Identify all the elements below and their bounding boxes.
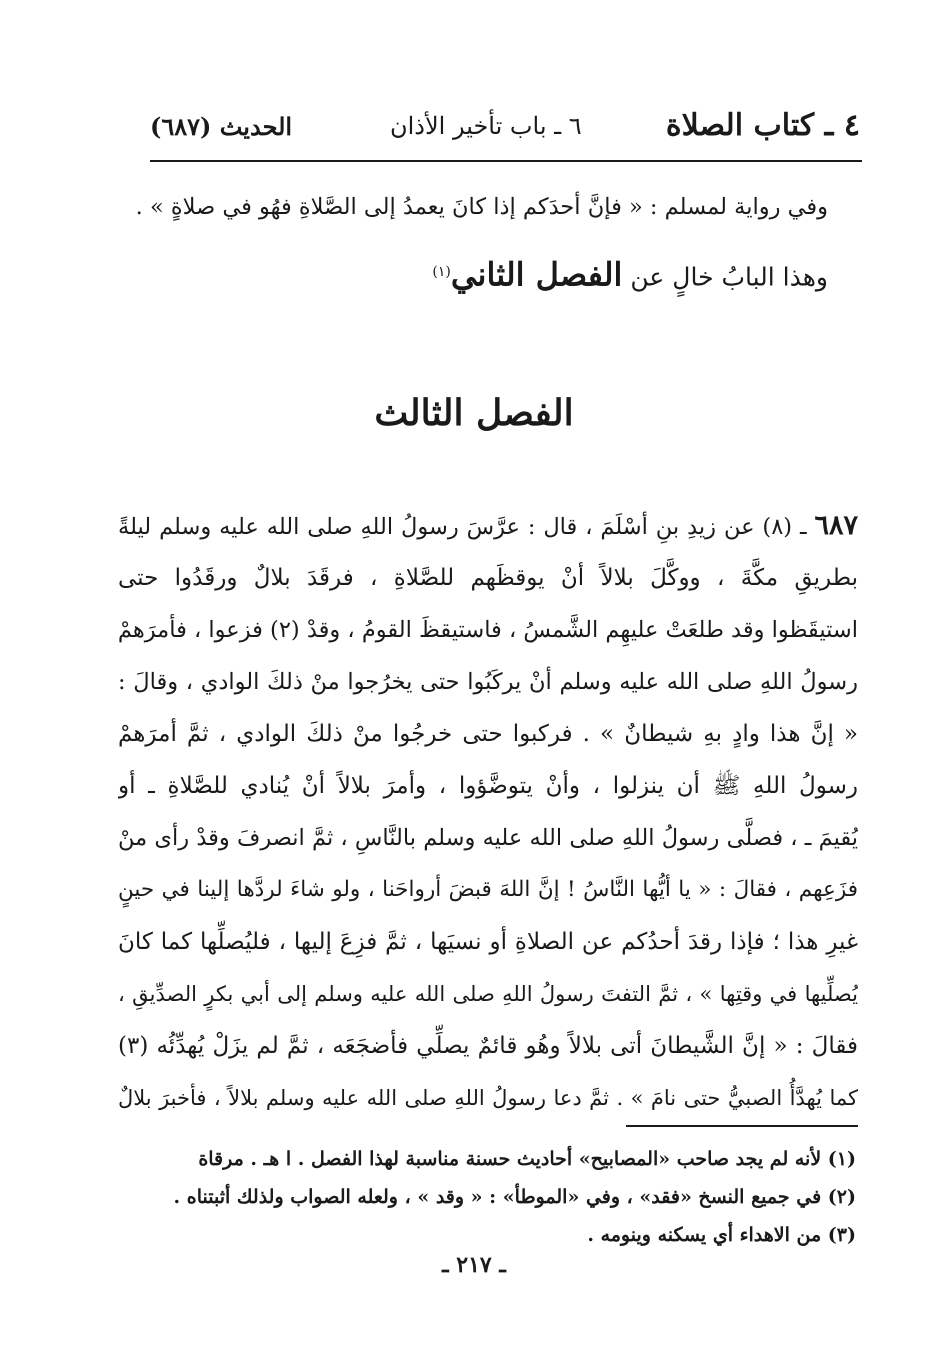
intro-line-2	[128, 252, 828, 297]
footnotes	[136, 1140, 856, 1254]
hadith-line: يُصلِّيها في وقتِها » ، ثمَّ التفتَ رسولُ اللهِ صلى الله عليه وسلم إلى أبي بكرٍ الصدِّيقِ ،	[118, 982, 858, 1006]
page-number: ـ ٢١٧ ـ	[442, 1252, 506, 1278]
header-book-title: ٤ ـ كتاب الصلاة	[665, 108, 860, 143]
section-heading: الفصل الثالث	[374, 392, 574, 434]
header-hadith-number: الحديث (٦٨٧)	[150, 112, 293, 141]
hadith-line: يُقيمَ ـ ، فصلَّى رسولُ اللهِ صلى الله عليه وسلم بالنَّاسِ ، ثمَّ انصرفَ وقدْ رأى منْ	[118, 825, 858, 851]
hadith-line: بطريقِ مكَّةَ ، ووكَّلَ بلالاً أنْ يوقظَهم للصَّلاةِ ، فرقَدَ بلالٌ ورقَدُوا حتى	[118, 565, 858, 591]
footnote-3: (٣) من الاهداء أي يسكنه وينومه .	[587, 1224, 856, 1246]
intro-line-2-text: وهذا البابُ خالٍ عن	[630, 262, 828, 292]
header-divider	[150, 160, 862, 162]
hadith-line: « إنَّ هذا وادٍ بهِ شيطانٌ » . فركبوا حتى خرجُوا منْ ذلكَ الوادي ، ثمَّ أمرَهمْ	[118, 721, 858, 747]
footnote-divider	[626, 1125, 858, 1127]
footnote-1: (١) لأنه لم يجد صاحب «المصابيح» أحاديث حسنة مناسبة لهذا الفصل . ا هـ . مرقاة	[198, 1148, 856, 1170]
hadith-line: غيرِ هذا ؛ فإذا رقدَ أحدُكم عن الصلاةِ أو نسيَها ، ثمَّ فزِعَ إليها ، فليُصلِّها كما كانَ	[118, 929, 858, 955]
hadith-line: فقالَ : « إنَّ الشَّيطانَ أتى بلالاً وهُو قائمٌ يصلِّي فأضجَعَه ، ثمَّ لم يزَلْ يُهدِّئُه (٣)	[118, 1033, 858, 1059]
hadith-line: فزَعِهم ، فقالَ : « يا أيُّها النَّاسُ ! إنَّ اللهَ قبضَ أرواحَنا ، ولو شاءَ لردَّها إلينا في حينٍ	[118, 877, 858, 902]
second-section-heading: الفصل الثاني	[450, 255, 623, 294]
hadith-line: رسولُ اللهِ ﷺ أن ينزلوا ، وأنْ يتوضَّؤوا ، وأمرَ بلالاً أنْ يُنادي للصَّلاةِ ـ أو	[118, 773, 858, 799]
hadith-text	[118, 500, 858, 1124]
hadith-line-text: ـ (٨) عن زيدِ بنِ أسْلَمَ ، قال : عرَّسَ رسولُ اللهِ صلى الله عليه وسلم ليلةً	[118, 514, 807, 540]
running-header	[150, 108, 860, 152]
hadith-line	[118, 500, 858, 552]
footnote-marker-1: (١)	[432, 264, 451, 280]
header-chapter-title: ٦ ـ باب تأخير الأذان	[390, 112, 582, 140]
hadith-line: رسولُ اللهِ صلى الله عليه وسلم أنْ يركَبُوا حتى يخرُجوا منْ ذلكَ الوادي ، وقالَ :	[118, 669, 858, 695]
hadith-number: ٦٨٧	[814, 510, 858, 541]
intro-line-1: وفي رواية لمسلم : « فإنَّ أحدَكم إذا كانَ يعمدُ إلى الصَّلاةِ فهُو في صلاةٍ » .	[135, 194, 828, 220]
footnote-2: (٢) في جميع النسخ «فقد» ، وفي «الموطأ» : « وقد » ، ولعله الصواب ولذلك أثبتناه .	[173, 1186, 856, 1208]
hadith-line: كما يُهدَّأُ الصبيُّ حتى نامَ » . ثمَّ دعا رسولُ اللهِ صلى الله عليه وسلم بلالاً ، فأخبرَ بلالٌ	[118, 1086, 858, 1110]
hadith-line: استيقَظوا وقد طلعَتْ عليهِم الشَّمسُ ، فاستيقظَ القومُ ، وقدْ (٢) فزعوا ، فأمرَهمْ	[118, 617, 858, 643]
